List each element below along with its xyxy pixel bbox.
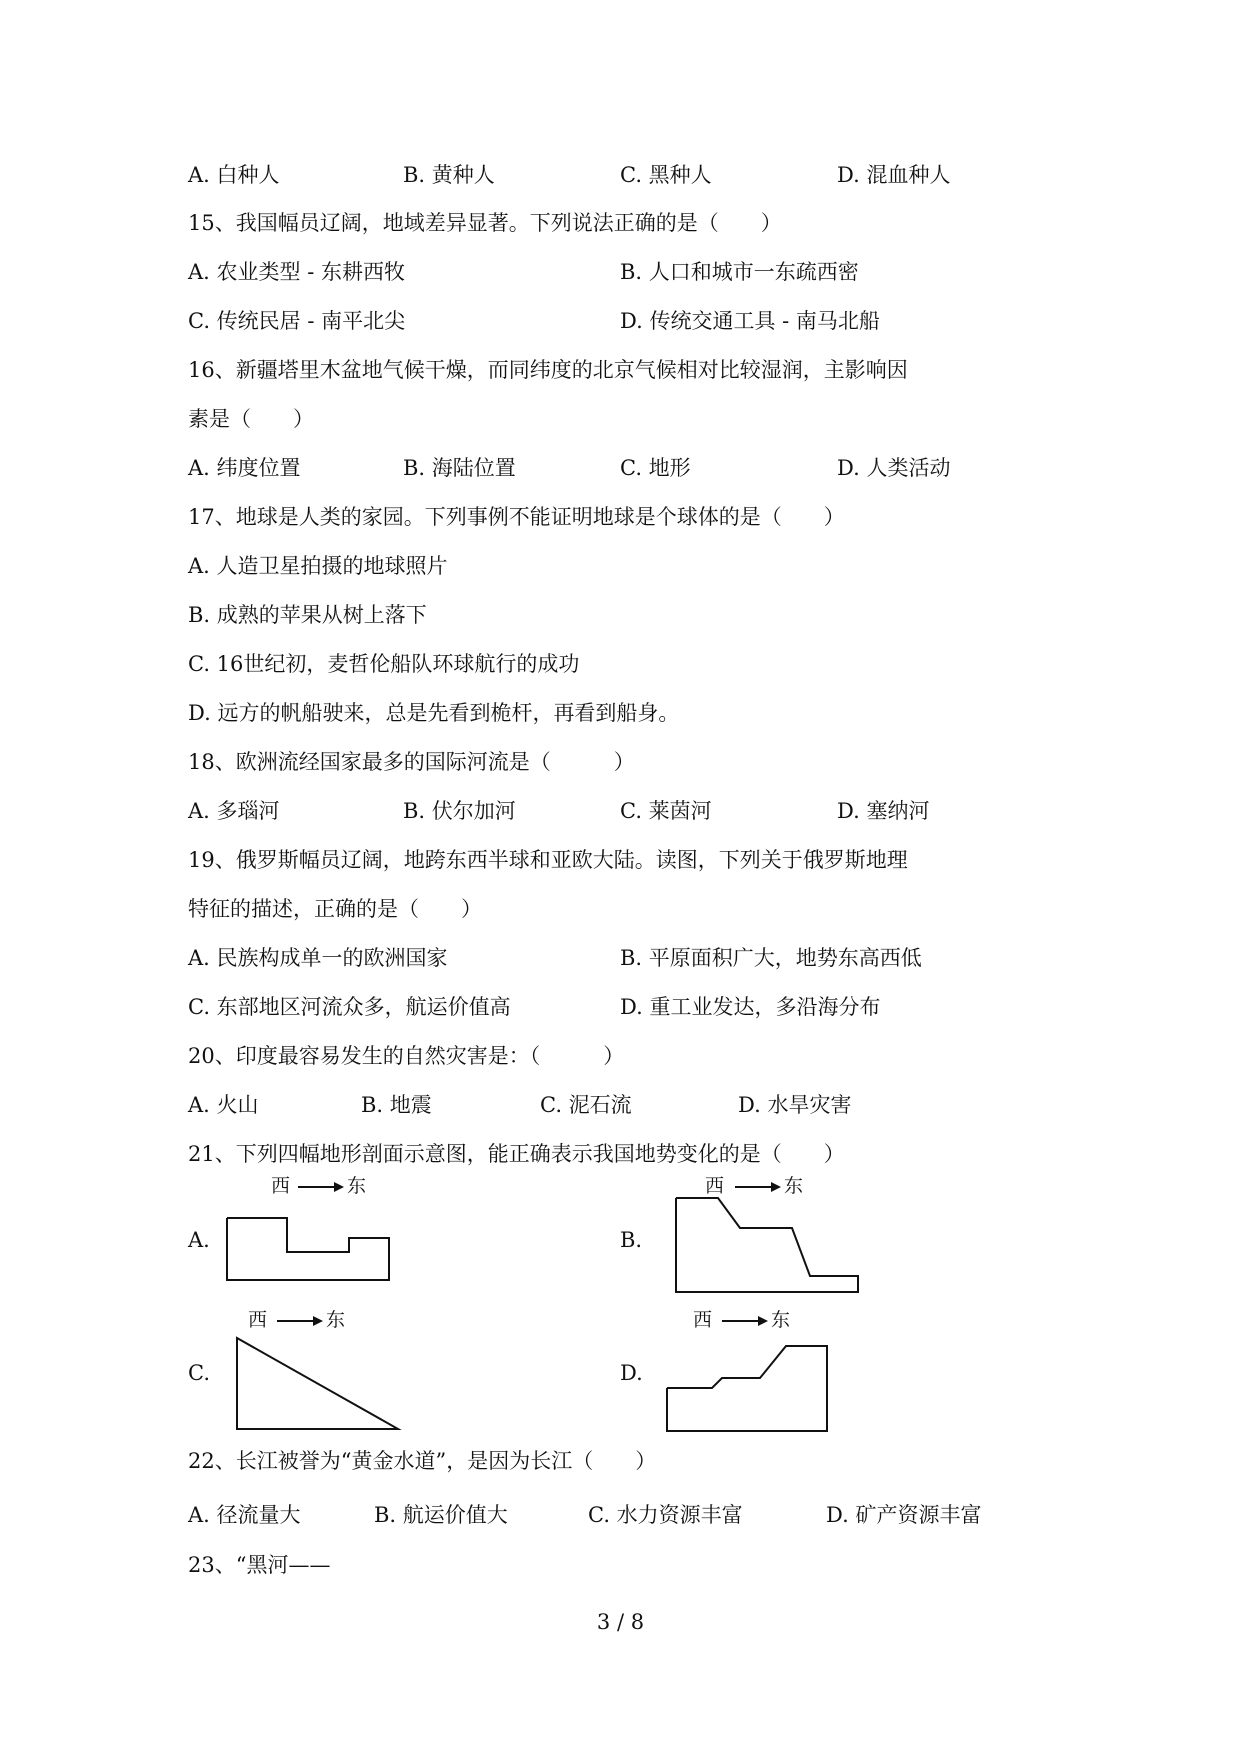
profile-c-east-label: 东 xyxy=(326,1309,346,1331)
q18-option-b: B. 伏尔加河 xyxy=(403,799,516,823)
q20-option-d: D. 水旱灾害 xyxy=(738,1093,852,1117)
q19-stem-line2: 特征的描述，正确的是（ ） xyxy=(188,897,482,921)
profile-c-diagram xyxy=(234,1335,404,1433)
q16-option-b: B. 海陆位置 xyxy=(403,456,516,480)
q15-option-d: D. 传统交通工具 - 南马北船 xyxy=(620,309,880,333)
q17-option-a: A. 人造卫星拍摄的地球照片 xyxy=(188,554,448,578)
profile-d-east-label: 东 xyxy=(771,1309,791,1331)
q20-option-a: A. 火山 xyxy=(188,1093,259,1117)
q17-option-b: B. 成熟的苹果从树上落下 xyxy=(188,603,427,627)
profile-d-diagram xyxy=(664,1343,834,1435)
q22-option-d: D. 矿产资源丰富 xyxy=(826,1503,982,1527)
q15-option-a: A. 农业类型 - 东耕西牧 xyxy=(188,260,405,284)
q19-option-a: A. 民族构成单一的欧洲国家 xyxy=(188,946,448,970)
q21-option-a-label: A. xyxy=(188,1228,210,1252)
q14-option-c: C. 黑种人 xyxy=(620,163,712,187)
q16-stem-line1: 16、新疆塔里木盆地气候干燥，而同纬度的北京气候相对比较湿润，主影响因 xyxy=(188,358,908,382)
q15-option-b: B. 人口和城市一东疏西密 xyxy=(620,260,859,284)
q17-option-d: D. 远方的帆船驶来，总是先看到桅杆，再看到船身。 xyxy=(188,701,680,725)
q17-option-c: C. 16世纪初，麦哲伦船队环球航行的成功 xyxy=(188,652,580,676)
q22-option-b: B. 航运价值大 xyxy=(374,1503,508,1527)
q15-stem: 15、我国幅员辽阔，地域差异显著。下列说法正确的是（ ） xyxy=(188,211,782,235)
q18-option-c: C. 莱茵河 xyxy=(620,799,712,823)
q20-option-b: B. 地震 xyxy=(361,1093,432,1117)
q14-option-d: D. 混血种人 xyxy=(837,163,951,187)
q15-option-c: C. 传统民居 - 南平北尖 xyxy=(188,309,406,333)
profile-b-diagram xyxy=(674,1196,864,1296)
profile-b-west-label: 西 xyxy=(705,1175,725,1197)
profile-a-arrow-icon xyxy=(296,1178,346,1194)
q18-stem: 18、欧洲流经国家最多的国际河流是（ ） xyxy=(188,750,635,774)
profile-a-diagram xyxy=(225,1215,395,1285)
profile-c-west-label: 西 xyxy=(248,1309,268,1331)
q16-option-a: A. 纬度位置 xyxy=(188,456,301,480)
profile-b-arrow-icon xyxy=(733,1178,783,1194)
q18-option-d: D. 塞纳河 xyxy=(837,799,930,823)
profile-b-east-label: 东 xyxy=(784,1175,804,1197)
q22-option-c: C. 水力资源丰富 xyxy=(588,1503,743,1527)
q19-option-c: C. 东部地区河流众多，航运价值高 xyxy=(188,995,511,1019)
q18-option-a: A. 多瑙河 xyxy=(188,799,280,823)
q16-option-d: D. 人类活动 xyxy=(837,456,951,480)
q20-option-c: C. 泥石流 xyxy=(540,1093,632,1117)
profile-d-west-label: 西 xyxy=(693,1309,713,1331)
q19-stem-line1: 19、俄罗斯幅员辽阔，地跨东西半球和亚欧大陆。读图，下列关于俄罗斯地理 xyxy=(188,848,908,872)
q21-stem: 21、下列四幅地形剖面示意图，能正确表示我国地势变化的是（ ） xyxy=(188,1142,845,1166)
q21-option-b-label: B. xyxy=(620,1228,643,1252)
profile-a-east-label: 东 xyxy=(347,1175,367,1197)
q14-option-a: A. 白种人 xyxy=(188,163,280,187)
q22-stem: 22、长江被誉为“黄金水道”，是因为长江（ ） xyxy=(188,1449,657,1473)
q19-option-d: D. 重工业发达，多沿海分布 xyxy=(620,995,881,1019)
q16-option-c: C. 地形 xyxy=(620,456,691,480)
q21-option-d-label: D. xyxy=(620,1361,643,1385)
q16-stem-line2: 素是（ ） xyxy=(188,407,314,431)
profile-c-arrow-icon xyxy=(275,1312,325,1328)
q20-stem: 20、印度最容易发生的自然灾害是：（ ） xyxy=(188,1044,625,1068)
q21-option-c-label: C. xyxy=(188,1361,210,1385)
q17-stem: 17、地球是人类的家园。下列事例不能证明地球是个球体的是（ ） xyxy=(188,505,845,529)
q14-option-b: B. 黄种人 xyxy=(403,163,495,187)
q22-option-a: A. 径流量大 xyxy=(188,1503,301,1527)
profile-d-arrow-icon xyxy=(720,1312,770,1328)
page-number: 3 / 8 xyxy=(596,1610,645,1634)
q19-option-b: B. 平原面积广大，地势东高西低 xyxy=(620,946,922,970)
profile-a-west-label: 西 xyxy=(271,1175,291,1197)
q23-stem: 23、“黑河—— xyxy=(188,1553,331,1577)
